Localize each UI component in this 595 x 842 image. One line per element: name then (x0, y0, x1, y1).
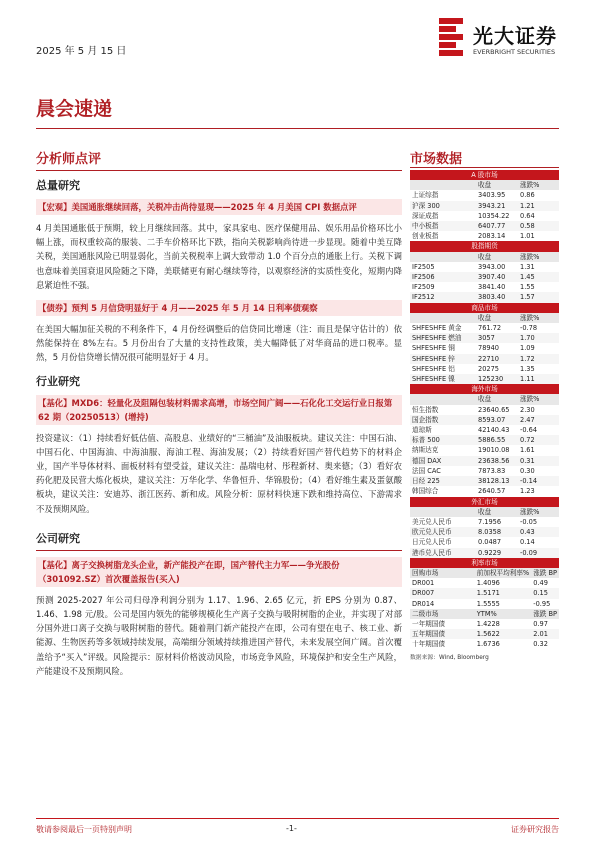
table-row (410, 456, 559, 466)
table-cell: 上证综指 (412, 191, 439, 200)
table-cell: 日经 225 (410, 476, 476, 486)
table-cell: SHFESHFE 燃油 (410, 333, 476, 343)
analyst-column (36, 148, 402, 686)
table-cell: 1.4096 (476, 579, 500, 588)
table-header-row (410, 252, 559, 262)
table-row (410, 466, 559, 476)
table-row (410, 435, 559, 445)
table-cell: 五年期国债 (410, 629, 475, 639)
data-source: 数据来源：Wind, Bloomberg (410, 654, 489, 661)
table-cell: 1.55 (520, 283, 535, 292)
table-cell: 韩国综合 (412, 487, 439, 496)
table-cell: DR007 (410, 588, 475, 598)
table-band-title: 外汇市场 (410, 497, 559, 507)
table-row (410, 517, 559, 527)
table-row (410, 282, 559, 292)
table-header-cell: 收盘 (476, 313, 518, 323)
table-header-cell: 回购市场 (410, 568, 475, 578)
table-cell: 十年期国债 (412, 640, 445, 649)
table-cell: IF2506 (410, 272, 476, 282)
table-cell: 法国 CAC (412, 466, 441, 475)
table-cell: 国企指数 (410, 415, 476, 425)
table-band-row (410, 170, 559, 180)
table-cell: 7.1956 (478, 517, 502, 526)
table-cell: 0.64 (520, 211, 535, 220)
table-cell: 3057 (476, 333, 518, 343)
table-cell: 3943.00 (478, 262, 506, 271)
table-header-cell: 收盘 (476, 394, 518, 404)
table-cell: DR001 (412, 579, 435, 588)
table-row (410, 201, 559, 211)
table-cell: 19010.08 (478, 446, 510, 455)
table-band-title: 股指期货 (410, 241, 559, 251)
market-table (410, 241, 559, 302)
table-header-row (410, 568, 559, 578)
company-headline: 【基化】离子交换树脂龙头企业，新产能投产在即，国产替代主力军——争光股份（301092.SZ）首次覆盖报告(买入) (36, 557, 402, 587)
table-row (410, 354, 559, 364)
bond-body: 在美国大幅加征关税的不利条件下，4 月份经调整后的信贷同比增速（注：而且是保守估计的）依然能保持在 8%左右。5 月份出台了大量的支持性政策，美大幅降低了对华商品的进口税率。显然，5 月份信贷增长情况很可能明显好于 4 月。 (36, 324, 402, 363)
table-cell: 3841.40 (478, 283, 506, 292)
table-cell: 1.45 (518, 272, 559, 282)
table-header-row (410, 180, 559, 190)
table-cell: 0.86 (520, 191, 535, 200)
table-cell: 0.14 (520, 538, 535, 547)
table-cell: 0.72 (518, 435, 559, 445)
table-cell: IF2509 (412, 283, 435, 292)
market-table (410, 558, 559, 650)
table-header-row (410, 313, 559, 323)
market-table (410, 384, 559, 496)
table-row (410, 629, 559, 639)
report-date: 2025 年 5 月 15 日 (36, 46, 127, 57)
company-section-title: 公司研究 (36, 531, 80, 545)
table-cell: 3907.40 (476, 272, 518, 282)
table-cell: 6407.77 (476, 221, 518, 231)
logo-chinese-name: 光大证券 (473, 24, 557, 48)
table-cell: SHFESHFE 镍 (410, 374, 476, 384)
table-row (410, 333, 559, 343)
table-cell: 1.09 (520, 344, 535, 353)
table-band-title: 利率市场 (410, 558, 559, 568)
table-row (410, 272, 559, 282)
table-row (410, 486, 559, 496)
table-cell: 20275 (478, 364, 499, 373)
table-cell: 2083.14 (478, 232, 506, 241)
table-header-row (410, 507, 559, 517)
table-row (410, 476, 559, 486)
logo-english-name: EVERBRIGHT SECURITIES (473, 48, 556, 56)
table-cell: 8593.07 (476, 415, 518, 425)
market-table (410, 303, 559, 385)
table-header-cell: 涨跌% (518, 507, 559, 517)
table-cell: 2.47 (518, 415, 559, 425)
table-row (410, 445, 559, 455)
table-cell: 0.9229 (476, 548, 518, 558)
market-divider (410, 167, 559, 168)
table-cell: 2.01 (531, 629, 559, 639)
title-divider (36, 128, 559, 129)
table-header-cell: 收盘 (476, 180, 518, 190)
footer-divider (36, 818, 559, 819)
table-cell: -0.14 (518, 476, 559, 486)
company-body: 预测 2025-2027 年公司归母净利润分别为 1.17、1.96、2.65 亿元，折 EPS 分别为 0.87、1.46、1.98 元/股。公司是国内领先的能够规模化生产离子交换与吸附树脂的企业，并实现了对部分国外进口离子交换与吸附树脂的替代。随着荆门新产能投产在即，公司有望在电子、核工业、新能源、生物医药等多领域持续发展，高端细分领域持续推进国产替代，未来发展空间广阔。首次覆盖给予“买入”评级。风险提示：原材料价格波动风险，市场竞争风险，环境保护和安全生产风险，产能建设不及预期风险。 (36, 594, 402, 676)
table-cell: 1.70 (518, 333, 559, 343)
table-cell: 美元兑人民币 (412, 517, 452, 526)
table-band-title: 商品市场 (410, 303, 559, 313)
table-cell: 1.4228 (476, 619, 500, 628)
table-header-cell (410, 507, 476, 517)
table-cell: 761.72 (478, 324, 502, 333)
table-row (410, 343, 559, 353)
table-row (410, 190, 559, 200)
table-cell: 5886.55 (476, 435, 518, 445)
table-cell: 125230 (476, 374, 518, 384)
table-cell: 0.15 (531, 588, 559, 598)
table-band-row (410, 303, 559, 313)
table-cell: -0.05 (520, 517, 538, 526)
table-row (410, 221, 559, 231)
table-header-cell: 涨跌% (518, 394, 559, 404)
table-cell: DR014 (412, 599, 435, 608)
table-header-row (410, 609, 559, 619)
table-cell: IF2505 (412, 262, 435, 271)
table-cell: 0.97 (533, 619, 548, 628)
report-title: 晨会速递 (36, 98, 113, 120)
table-band-title: A 股市场 (410, 170, 559, 180)
table-row (410, 405, 559, 415)
table-cell: SHFESHFE 锌 (410, 354, 476, 364)
table-cell: 创业板指 (412, 232, 439, 241)
table-cell: 1.5555 (476, 599, 500, 608)
table-row (410, 292, 559, 302)
table-cell: 0.0487 (478, 538, 502, 547)
market-tables (410, 170, 559, 650)
table-cell: 欧元兑人民币 (410, 527, 476, 537)
table-cell: 标普 500 (410, 435, 476, 445)
table-cell: 1.01 (520, 232, 535, 241)
table-header-cell: 前加权平均利率% (476, 568, 530, 577)
table-cell: 78940 (478, 344, 499, 353)
market-column (410, 148, 559, 661)
industry-headline: 【基化】MXD6：轻量化及阻隔包装材料需求高增，市场空间广阔——石化化工交运行业日报第 62 期（20250513）(增持) (36, 395, 402, 425)
table-cell: 42140.43 (478, 426, 510, 435)
page-number: -1- (286, 824, 297, 833)
table-cell: SHFESHFE 铜 (412, 344, 455, 353)
table-row (410, 599, 559, 609)
table-band-row (410, 497, 559, 507)
table-cell: 2640.57 (478, 487, 506, 496)
table-row (410, 588, 559, 598)
section-divider (36, 170, 402, 171)
table-header-cell: YTM% (475, 609, 531, 619)
table-cell: SHFESHFE 铝 (412, 364, 455, 373)
table-cell: 3403.95 (478, 191, 506, 200)
table-cell: 38128.13 (476, 476, 518, 486)
table-cell: 1.72 (518, 354, 559, 364)
table-cell: SHFESHFE 黄金 (412, 324, 462, 333)
table-cell: IF2512 (410, 292, 476, 302)
table-header-cell (410, 252, 476, 262)
table-cell: 0.58 (518, 221, 559, 231)
table-cell: 中小板指 (410, 221, 476, 231)
table-cell: 1.5622 (475, 629, 531, 639)
macro-headline: 【宏观】美国通胀继续回落，关税冲击尚待显现——2025 年 4 月美国 CPI 数据点评 (36, 199, 402, 215)
table-header-cell: 收盘 (476, 252, 518, 262)
table-cell: 1.21 (518, 201, 559, 211)
table-cell: 深证成指 (412, 211, 439, 220)
table-cell: 0.43 (518, 527, 559, 537)
table-header-cell: 二级市场 (410, 609, 475, 619)
table-row (410, 578, 559, 588)
table-cell: 沪深 300 (410, 201, 476, 211)
table-row (410, 548, 559, 558)
analyst-section-title: 分析师点评 (36, 152, 102, 167)
table-row (410, 415, 559, 425)
industry-section-title: 行业研究 (36, 374, 80, 388)
macro-body: 4 月美国通胀低于预期，较上月继续回落。其中，家具家电、医疗保健用品、娱乐用品价格环比小幅上涨，而权重较高的服装、二手车价格环比下跌，指向关税影响尚待进一步显现。随着中美互降关税，美国通胀风险已明显弱化，当前关税税率上调大致带动 1.0 个百分点的通胀上行。关税下调也意味着美国衰退风险随之下降，美联储更有耐心继续等待，以观察经济的实质性变化，短期内降息紧迫性不强。 (36, 223, 402, 290)
table-row (410, 262, 559, 272)
table-cell: 0.30 (520, 466, 535, 475)
table-header-cell: 涨跌 BP (533, 568, 557, 577)
table-cell: 7873.83 (478, 466, 506, 475)
table-band-row (410, 241, 559, 251)
table-cell: -0.78 (520, 324, 538, 333)
table-cell: 8.0358 (476, 527, 518, 537)
table-row (410, 231, 559, 241)
table-cell: -0.64 (520, 426, 538, 435)
table-cell: 22710 (476, 354, 518, 364)
table-row (410, 527, 559, 537)
table-cell: 23638.56 (476, 456, 518, 466)
table-row (410, 619, 559, 629)
table-row (410, 425, 559, 435)
section-divider (36, 550, 402, 551)
table-row (410, 374, 559, 384)
table-cell: 2.30 (520, 405, 535, 414)
market-section-title: 市场数据 (410, 152, 463, 167)
table-cell: 1.35 (520, 364, 535, 373)
table-cell: 道琼斯 (412, 426, 432, 435)
table-cell: 0.32 (533, 640, 548, 649)
table-cell: 1.11 (518, 374, 559, 384)
table-cell: 日元兑人民币 (412, 538, 452, 547)
table-header-cell: 涨跌% (518, 252, 559, 262)
table-cell: 23640.65 (478, 405, 510, 414)
table-cell: 3803.40 (476, 292, 518, 302)
table-header-cell: 涨跌% (518, 180, 559, 190)
disclaimer-link[interactable]: 敬请参阅最后一页特别声明 (36, 825, 132, 834)
table-header-row (410, 394, 559, 404)
table-cell: 恒生指数 (412, 405, 439, 414)
table-header-cell: 涨跌% (518, 313, 559, 323)
table-cell: -0.09 (518, 548, 559, 558)
table-header-cell (410, 313, 476, 323)
table-row (410, 323, 559, 333)
macro-section-title: 总量研究 (36, 179, 80, 192)
table-cell: 1.23 (520, 487, 535, 496)
company-logo (439, 18, 579, 62)
market-table (410, 497, 559, 558)
table-cell: 纳斯达克 (412, 446, 439, 455)
table-cell: 1.31 (520, 262, 535, 271)
table-band-row (410, 384, 559, 394)
table-header-cell: 收盘 (476, 507, 518, 517)
table-header-cell (410, 180, 476, 190)
table-cell: 0.49 (533, 579, 548, 588)
table-cell: 1.61 (520, 446, 535, 455)
table-cell: 10354.22 (478, 211, 510, 220)
table-row (410, 211, 559, 221)
table-cell: 0.31 (518, 456, 559, 466)
table-cell: 1.5171 (475, 588, 531, 598)
report-type: 证券研究报告 (511, 825, 559, 834)
table-row (410, 537, 559, 547)
table-row (410, 639, 559, 649)
table-header-cell: 涨跌 BP (533, 609, 557, 618)
table-cell: 3943.21 (476, 201, 518, 211)
bond-headline: 【债券】预判 5 月信贷明显好于 4 月——2025 年 5 月 14 日利率债观察 (36, 300, 402, 316)
table-cell: 港币兑人民币 (410, 548, 476, 558)
table-cell: -0.95 (533, 599, 551, 608)
table-cell: 德国 DAX (410, 456, 476, 466)
table-header-cell (410, 394, 476, 404)
table-band-row (410, 558, 559, 568)
table-band-title: 海外市场 (410, 384, 559, 394)
table-cell: 1.6736 (476, 640, 500, 649)
industry-body: 投资建议：（1）持续看好低估值、高股息、业绩好的“三桶油”及油服板块。建议关注：中国石油、中国石化、中国海油、中海油服、海油工程、海油发展；（2）持续看好国产替代趋势下的材料企业，国产半导体材料、面板材料有望受益，建议关注：晶瑞电材、彤程新材、奥来德；（3）看好农药化肥及民营大炼化板块，建议关注：万华化学、华鲁恒升、华锦股份；（4）看好维生素及蛋氨酸板块，建议关注：安迪苏、浙江医药、新和成。风险分析：原材料快速下跌和维持高位、下游需求不及预期风险。 (36, 432, 402, 514)
table-cell: 1.57 (518, 292, 559, 302)
logo-mark-icon (439, 18, 463, 58)
table-cell: 一年期国债 (412, 619, 445, 628)
market-table (410, 170, 559, 241)
table-row (410, 364, 559, 374)
